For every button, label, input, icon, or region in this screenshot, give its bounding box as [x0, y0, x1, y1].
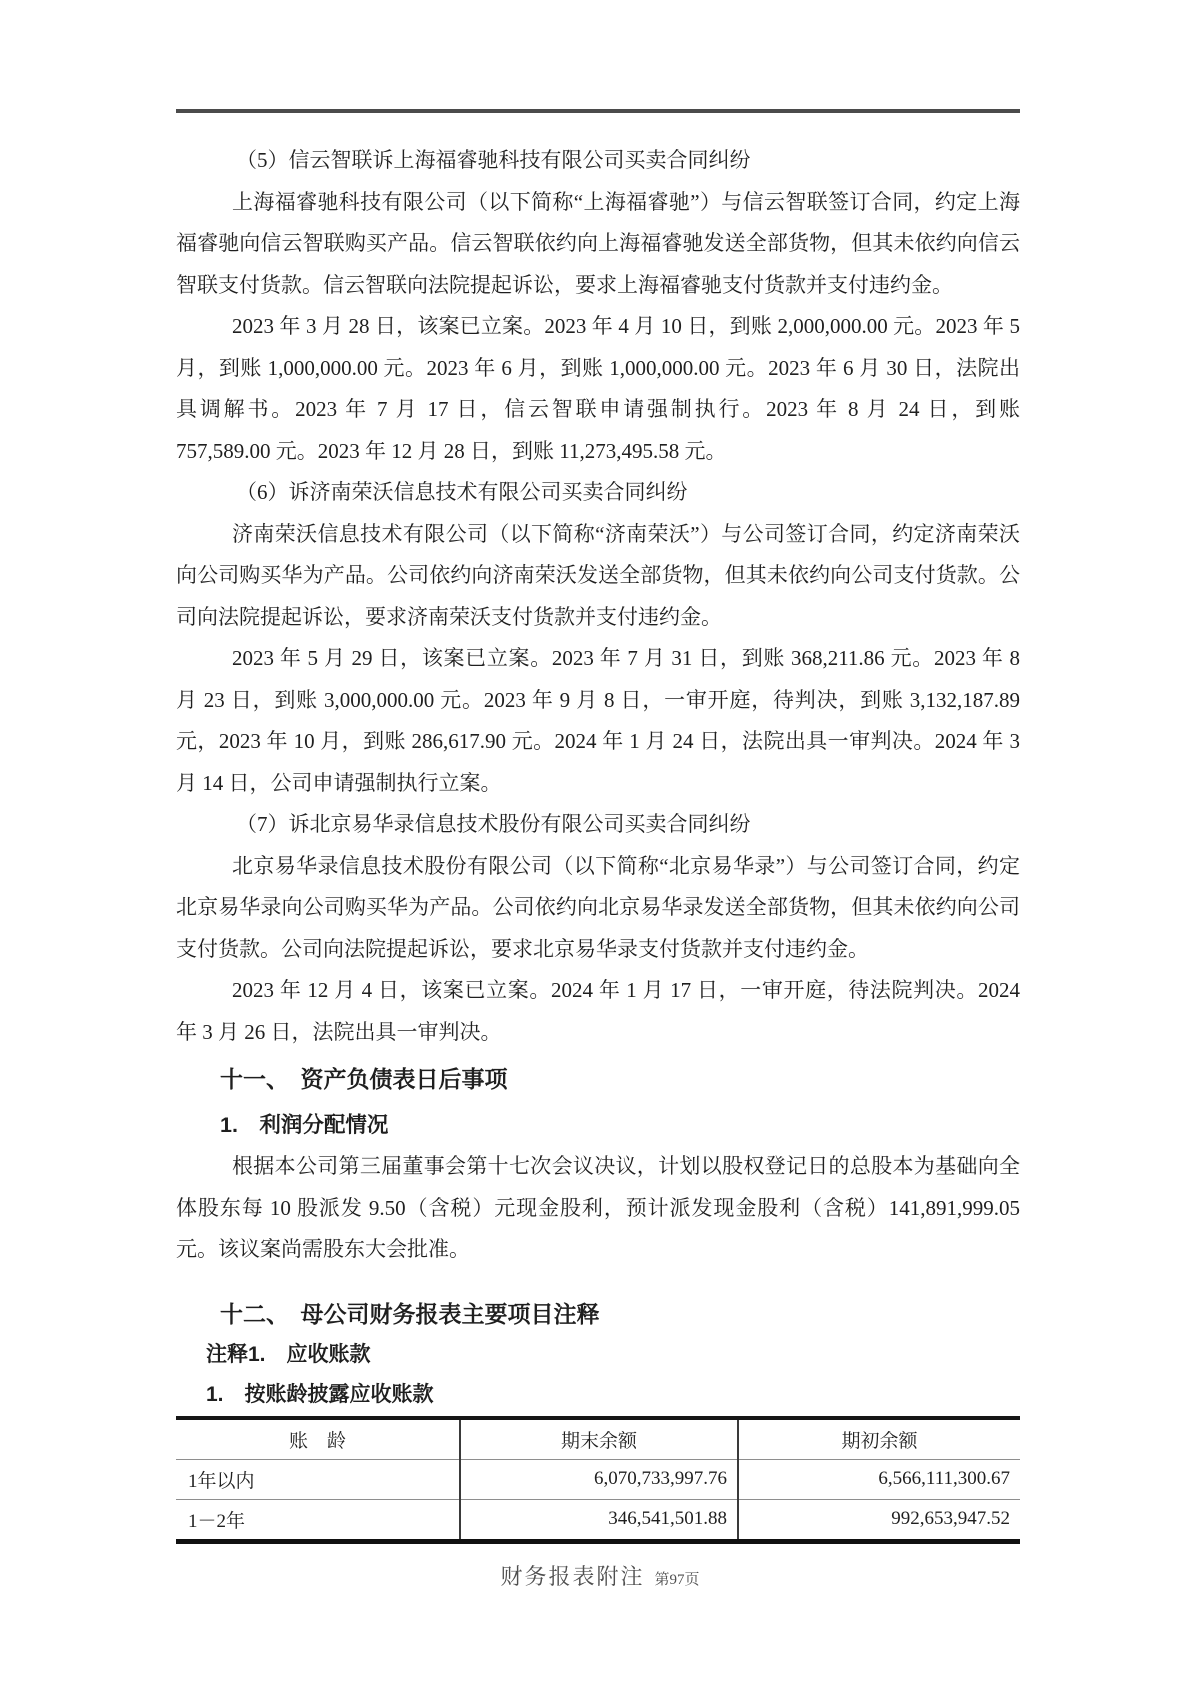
case-6-background-paragraph: 济南荣沃信息技术有限公司（以下简称“济南荣沃”）与公司签订合同，约定济南荣沃向公司购买华为产品。公司依约向济南荣沃发送全部货物，但其未依约向公司支付货款。公司向法院提起诉讼，要求济南荣沃支付货款并支付违约金。 [176, 521, 1020, 629]
case-5-progress-paragraph: 2023 年 3 月 28 日，该案已立案。2023 年 4 月 10 日，到账 2,000,000.00 元。2023 年 5 月，到账 1,000,000.00 元。2023 年 6 月，到账 1,000,000.00 元。2023 年 6 月 30 日，法院出具调解书。2023 年 7 月 17 日，信云智联申请强制执行。2023 年 8 月 24 日，到账 757,589.00 元。2023 年 12 月 28 日，到账 11,273,495.58 元。 [176, 314, 1020, 463]
profit-distribution-paragraph: 根据本公司第三届董事会第十七次会议决议，计划以股权登记日的总股本为基础向全体股东每 10 股派发 9.50（含税）元现金股利，预计派发现金股利（含税）141,891,999.05 元。该议案尚需股东大会批准。 [176, 1154, 1020, 1261]
table-row [176, 1499, 1020, 1541]
profit-distribution-heading: 1. 利润分配情况 [220, 1113, 389, 1137]
receivables-aging-table [176, 1416, 1020, 1544]
section-11-heading: 十一、 资产负债表日后事项 [220, 1066, 508, 1092]
case-5-background-paragraph: 上海福睿驰科技有限公司（以下简称“上海福睿驰”）与信云智联签订合同，约定上海福睿驰向信云智联购买产品。信云智联依约向上海福睿驰发送全部货物，但其未依约向信云智联支付货款。信云智联向法院提起诉讼，要求上海福睿驰支付货款并支付违约金。 [176, 189, 1020, 297]
beginning-balance-cell: 992,653,947.52 [891, 1508, 1010, 1529]
page-content [176, 140, 1020, 1544]
section-12-heading: 十二、 母公司财务报表主要项目注释 [220, 1300, 600, 1327]
case-7-background-paragraph: 北京易华录信息技术股份有限公司（以下简称“北京易华录”）与公司签订合同，约定北京易华录向公司购买华为产品。公司依约向北京易华录发送全部货物，但其未依约向公司支付货款。公司向法院提起诉讼，要求北京易华录支付货款并支付违约金。 [176, 853, 1020, 961]
table-header-aging: 账 龄 [176, 1418, 460, 1460]
table-header-row [176, 1418, 1020, 1460]
table-row [176, 1459, 1020, 1499]
beginning-balance-cell: 6,566,111,300.67 [738, 1459, 1020, 1499]
aging-disclosure-heading: 1. 按账龄披露应收账款 [206, 1382, 434, 1406]
note-1-heading: 注释1. 应收账款 [206, 1342, 371, 1366]
footer-title: 财务报表附注 [500, 1564, 645, 1589]
ending-balance-cell: 346,541,501.88 [460, 1499, 738, 1541]
aging-cell: 1年以内 [176, 1459, 460, 1499]
page-footer [0, 1560, 1200, 1591]
table-header-ending-balance: 期末余额 [460, 1418, 738, 1460]
table-header-beginning-balance: 期初余额 [738, 1418, 1020, 1460]
ending-balance-cell: 6,070,733,997.76 [460, 1459, 738, 1499]
header-rule [176, 109, 1020, 113]
case-6-progress-paragraph: 2023 年 5 月 29 日，该案已立案。2023 年 7 月 31 日，到账 368,211.86 元。2023 年 8 月 23 日，到账 3,000,000.00 元。2023 年 9 月 8 日，一审开庭，待判决，到账 3,132,187.89 元，2023 年 10 月，到账 286,617.90 元。2024 年 1 月 24 日，法院出具一审判决。2024 年 3 月 14 日，公司申请强制执行立案。 [176, 646, 1020, 795]
case-7-progress-paragraph: 2023 年 12 月 4 日，该案已立案。2024 年 1 月 17 日，一审开庭，待法院判决。2024 年 3 月 26 日，法院出具一审判决。 [176, 978, 1020, 1044]
case-7-title: （7）诉北京易华录信息技术股份有限公司买卖合同纠纷 [236, 812, 751, 836]
case-5-title: （5）信云智联诉上海福睿驰科技有限公司买卖合同纠纷 [236, 148, 751, 172]
case-6-title: （6）诉济南荣沃信息技术有限公司买卖合同纠纷 [236, 480, 688, 504]
aging-cell: 1－2年 [176, 1499, 460, 1541]
footer-page-number: 第97页 [654, 1572, 700, 1588]
